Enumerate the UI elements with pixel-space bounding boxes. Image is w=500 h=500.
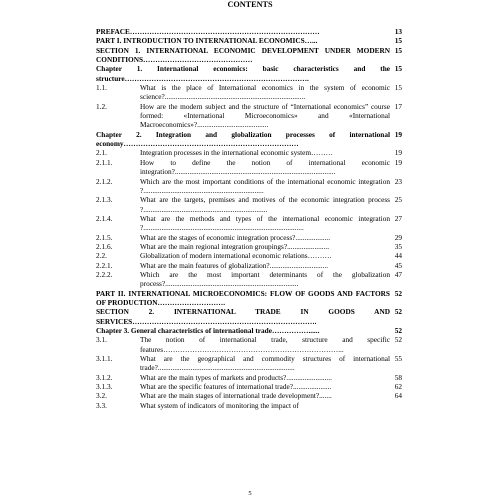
- toc-entry-text: PREFACE……………………………………………………………………: [96, 27, 320, 36]
- toc-entry-text: What system of indicators of monitoring the impact of: [140, 400, 299, 410]
- toc-entry: [96, 251, 402, 260]
- toc-entry-text: What are the main regional integration groupings?.......................: [140, 241, 330, 251]
- toc-entry: [96, 401, 402, 410]
- toc-entry: [96, 354, 402, 373]
- toc-entry-text: How are the modern subject and the structure of “International economics” course formed: «International Microeconomics» and «International Macroeconomics»?.......................................: [140, 101, 390, 130]
- toc-entry: [96, 382, 402, 391]
- toc-entry-number: 2.1.: [96, 148, 107, 158]
- toc-entry: [96, 158, 402, 177]
- toc-entry-page: 64: [394, 391, 402, 401]
- table-of-contents: [96, 27, 402, 410]
- toc-entry: [96, 64, 402, 83]
- toc-entry: [96, 335, 402, 354]
- toc-entry-page: 25: [394, 195, 402, 205]
- toc-entry-text: Chapter 3. General characteristics of international trade……………......: [96, 326, 320, 335]
- toc-entry-text: Which are the most important conditions of the international economic integration ?..................................................................: [140, 176, 390, 195]
- toc-entry: [96, 130, 402, 149]
- toc-entry-page: 19: [394, 157, 402, 167]
- toc-entry-number: 3.2.: [96, 391, 107, 401]
- toc-entry-page: 19: [394, 148, 402, 158]
- toc-entry-number: 2.1.6.: [96, 241, 113, 251]
- toc-entry-text: What are the methods and types of the international economic integration ?........................................................................................: [140, 213, 390, 233]
- toc-entry: [96, 214, 402, 233]
- toc-entry: [96, 373, 402, 382]
- toc-entry-page: 27: [394, 213, 402, 223]
- toc-entry-page: 29: [394, 232, 402, 242]
- toc-entry-page: 52: [394, 326, 402, 335]
- toc-entry-number: 2.1.2.: [96, 176, 113, 186]
- toc-entry-text: Globalization of modern international economic relations……….: [140, 251, 332, 261]
- toc-entry-number: 3.1.: [96, 335, 107, 345]
- toc-entry-text: Which are the most important determinants of the globalization process?.........................................................................: [140, 269, 390, 289]
- toc-entry-page: 52: [394, 288, 402, 298]
- toc-entry-text: The notion of international trade, structure and specific features………………………………………………………………...: [140, 335, 390, 354]
- toc-entry-text: SECTION 2. INTERNATIONAL TRADE IN GOODS AND SERVICES………………………………………………………………….: [96, 307, 390, 326]
- toc-entry-page: 58: [394, 372, 402, 382]
- toc-entry-text: SECTION 1. INTERNATIONAL ECONOMIC DEVELOPMENT UNDER MODERN CONDITIONS………………………………………: [96, 45, 390, 65]
- toc-entry: [96, 289, 402, 308]
- toc-entry-number: 3.1.2.: [96, 372, 113, 382]
- toc-entry-number: 1.2.: [96, 101, 107, 111]
- toc-entry-text: What are the main stages of international trade development?.......: [140, 391, 332, 401]
- toc-entry-page: 52: [394, 307, 402, 317]
- toc-entry-number: 2.1.1.: [96, 157, 113, 167]
- toc-entry-page: 47: [394, 269, 402, 279]
- toc-entry: [96, 46, 402, 65]
- toc-entry: [96, 307, 402, 326]
- toc-entry: [96, 270, 402, 289]
- page-number: 5: [248, 490, 252, 497]
- toc-entry-number: 2.2.: [96, 251, 107, 261]
- toc-entry-page: 45: [394, 260, 402, 270]
- toc-entry-text: What are the geographical and commodity structures of international trade?...........................................................................: [140, 354, 390, 373]
- toc-entry: [96, 261, 402, 270]
- toc-entry-page: 62: [394, 382, 402, 392]
- toc-entry-text: How to define the notion of international economic integration?........................................................................................: [140, 157, 390, 177]
- toc-entry-number: 3.1.3.: [96, 382, 113, 392]
- toc-entry-page: 44: [394, 251, 402, 261]
- toc-entry-page: 15: [394, 36, 402, 46]
- toc-entry: [96, 27, 402, 36]
- toc-entry: [96, 102, 402, 130]
- toc-entry-number: 2.2.2.: [96, 269, 113, 279]
- toc-entry-number: 3.3.: [96, 400, 107, 410]
- toc-entry-number: 1.1.: [96, 83, 107, 93]
- toc-entry-number: 2.1.3.: [96, 195, 113, 205]
- toc-entry: [96, 36, 402, 45]
- toc-entry-text: What is the place of International economics in the system of economic science?.............................................................................: [140, 83, 390, 102]
- toc-entry-text: Chapter 2. Integration and globalization processes of international economy………………………………………………………………: [96, 129, 390, 149]
- toc-entry-page: 19: [394, 129, 402, 139]
- toc-entry-text: What are the stages of economic integration process?...................: [140, 232, 331, 242]
- toc-entry-page: 35: [394, 241, 402, 251]
- toc-entry-page: 15: [394, 83, 402, 93]
- toc-entry: [96, 83, 402, 102]
- toc-entry-page: 55: [394, 354, 402, 364]
- toc-entry-number: 2.1.4.: [96, 213, 113, 223]
- toc-entry: [96, 233, 402, 242]
- toc-entry-page: 15: [394, 64, 402, 74]
- toc-entry-number: 3.1.1.: [96, 354, 113, 364]
- toc-entry: [96, 148, 402, 157]
- toc-entry-page: 23: [394, 176, 402, 186]
- toc-entry: [96, 391, 402, 400]
- toc-entry: [96, 326, 402, 335]
- toc-entry-page: 13: [394, 27, 402, 36]
- toc-entry-text: PART I. INTRODUCTION TO INTERNATIONAL ECONOMICS…...: [96, 36, 318, 46]
- toc-entry-text: What are the main features of globalization?................................: [140, 260, 329, 270]
- toc-entry-page: 52: [394, 335, 402, 345]
- toc-entry-page: 15: [394, 45, 402, 55]
- toc-entry-text: What are the main types of markets and products?.........................: [140, 372, 332, 382]
- toc-entry-text: Integration processes in the international economic system………: [140, 148, 333, 158]
- toc-entry: [96, 242, 402, 251]
- toc-entry-number: 2.1.5.: [96, 232, 113, 242]
- toc-entry-text: Chapter 1. International economics: basic characteristics and the structure………………………………………………………………….: [96, 64, 390, 83]
- toc-entry-text: What are the specific features of international trade?.....................: [140, 382, 332, 392]
- toc-entry-page: 17: [394, 101, 402, 111]
- page-title: CONTENTS: [227, 0, 273, 9]
- toc-entry-number: 2.2.1.: [96, 260, 113, 270]
- toc-entry-text: PART II. INTERNATIONAL MICROECONOMICS: FLOW OF GOODS AND FACTORS OF PRODUCTION……………………….: [96, 288, 390, 307]
- toc-entry: [96, 195, 402, 214]
- toc-entry-text: What are the targets, premises and motives of the economic integration process ?....................................................................: [140, 195, 390, 214]
- toc-entry: [96, 177, 402, 196]
